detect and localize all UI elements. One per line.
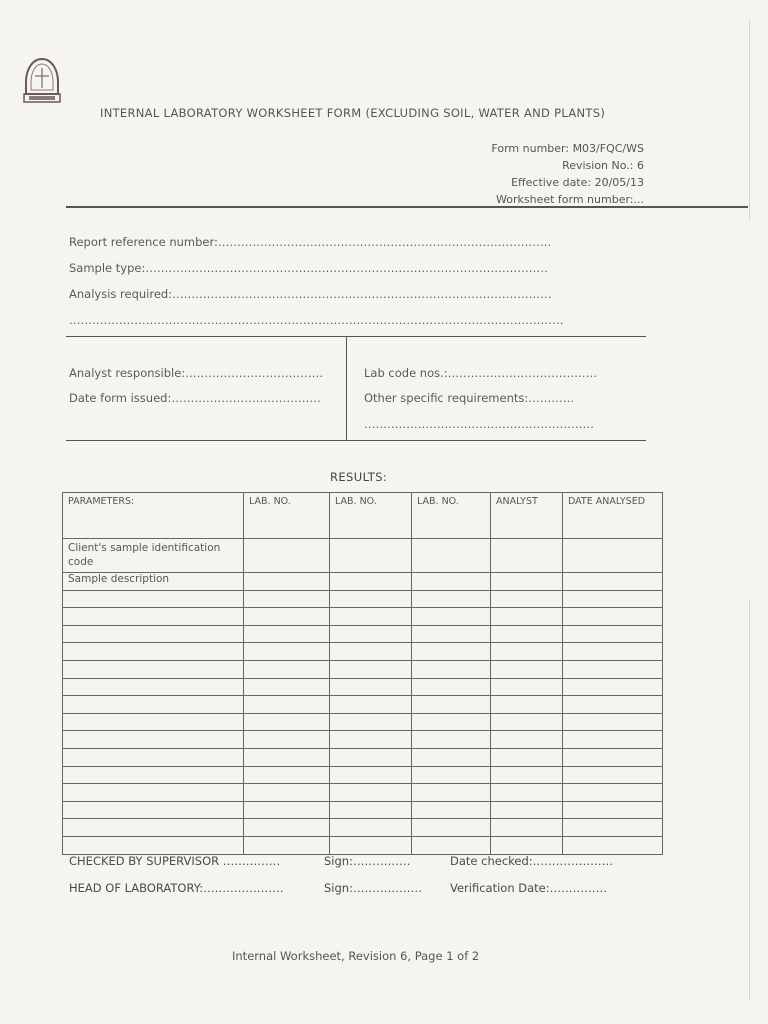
table-row [63,713,663,731]
head-of-laboratory-field[interactable]: HEAD OF LABORATORY:………………… [69,881,284,895]
table-cell[interactable] [412,625,491,643]
table-row [63,801,663,819]
table-row [63,573,663,591]
analyst-responsible-field[interactable]: Analyst responsible:……………………………… [69,366,324,380]
table-cell[interactable] [63,836,244,854]
sample-type-field[interactable]: Sample type:…………………………………………………………………………………………… [69,261,548,275]
page-edge-line [749,600,750,1000]
table-cell[interactable] [491,766,563,784]
table-cell[interactable] [63,625,244,643]
table-row [63,784,663,802]
revision-number: Revision No.: 6 [562,159,644,172]
table-cell[interactable] [412,731,491,749]
column-header-date-analysed: DATE ANALYSED [563,493,663,539]
table-cell[interactable] [244,784,330,802]
table-cell[interactable] [563,766,663,784]
table-cell[interactable] [63,819,244,837]
column-header-lab-no: LAB. NO. [412,493,491,539]
table-cell[interactable] [563,784,663,802]
table-cell[interactable] [330,819,412,837]
table-cell[interactable] [63,660,244,678]
table-cell[interactable] [491,801,563,819]
table-cell[interactable] [330,784,412,802]
table-cell[interactable] [330,713,412,731]
table-cell[interactable] [244,696,330,714]
form-number: Form number: M03/FQC/WS [491,142,644,155]
table-cell[interactable] [63,713,244,731]
head-sign-field[interactable]: Sign:……………… [324,881,422,895]
table-cell[interactable] [563,660,663,678]
lab-code-nos-field[interactable]: Lab code nos.:………………………………… [364,366,598,380]
table-cell[interactable] [63,801,244,819]
table-cell[interactable] [491,590,563,608]
table-cell[interactable] [330,836,412,854]
column-divider [346,337,347,441]
table-cell[interactable] [491,643,563,661]
table-row [63,625,663,643]
table-cell[interactable] [491,696,563,714]
fields-divider [66,336,646,337]
row-label-sample-description: Sample description [63,573,244,591]
table-row [63,748,663,766]
table-cell[interactable] [563,539,663,573]
results-title: RESULTS: [330,470,388,484]
other-requirements-field[interactable]: Other specific requirements:………… [364,391,575,405]
table-cell[interactable] [563,573,663,591]
table-cell[interactable] [563,713,663,731]
verification-date-field[interactable]: Verification Date:…………… [450,881,608,895]
table-cell[interactable] [412,713,491,731]
table-cell[interactable] [63,748,244,766]
table-cell[interactable] [412,696,491,714]
table-cell[interactable] [244,539,330,573]
table-cell[interactable] [563,819,663,837]
table-row [63,731,663,749]
table-cell[interactable] [330,625,412,643]
report-reference-field[interactable]: Report reference number:…………………………………………………………………………… [69,235,552,249]
table-cell[interactable] [563,731,663,749]
table-cell[interactable] [244,766,330,784]
table-cell[interactable] [63,766,244,784]
table-cell[interactable] [491,713,563,731]
table-cell[interactable] [244,678,330,696]
table-cell[interactable] [563,801,663,819]
table-cell[interactable] [244,836,330,854]
table-cell[interactable] [491,539,563,573]
date-checked-field[interactable]: Date checked:………………… [450,854,614,868]
table-row [63,819,663,837]
table-cell[interactable] [412,836,491,854]
table-cell[interactable] [330,590,412,608]
table-cell[interactable] [244,625,330,643]
table-cell[interactable] [63,678,244,696]
effective-date: Effective date: 20/05/13 [511,176,644,189]
table-cell[interactable] [330,748,412,766]
table-row [63,836,663,854]
table-cell[interactable] [563,608,663,626]
table-cell[interactable] [563,625,663,643]
table-cell[interactable] [330,608,412,626]
table-cell[interactable] [412,748,491,766]
table-cell[interactable] [63,731,244,749]
table-row [63,539,663,573]
table-cell[interactable] [412,590,491,608]
table-cell[interactable] [491,731,563,749]
table-cell[interactable] [244,801,330,819]
table-row [63,696,663,714]
table-cell[interactable] [563,836,663,854]
table-cell[interactable] [244,660,330,678]
header-divider [66,206,748,208]
table-cell[interactable] [330,696,412,714]
table-cell[interactable] [330,539,412,573]
table-cell[interactable] [412,819,491,837]
table-cell[interactable] [491,819,563,837]
analysis-required-field[interactable]: Analysis required:……………………………………………………………………………………… [69,287,552,301]
supervisor-sign-field[interactable]: Sign:…………… [324,854,411,868]
results-table [62,492,663,855]
table-row [63,766,663,784]
table-cell[interactable] [244,590,330,608]
table-cell[interactable] [412,660,491,678]
column-header-analyst: ANALYST [491,493,563,539]
table-row [63,660,663,678]
table-cell[interactable] [491,660,563,678]
table-row [63,643,663,661]
table-cell[interactable] [244,608,330,626]
other-requirements-continuation[interactable]: …………………………………………………… [364,417,594,431]
row-label-client-sample-id: Client's sample identification code [63,539,244,573]
table-cell[interactable] [63,643,244,661]
table-cell[interactable] [563,590,663,608]
table-cell[interactable] [244,819,330,837]
table-cell[interactable] [491,608,563,626]
column-header-lab-no: LAB. NO. [244,493,330,539]
table-cell[interactable] [63,608,244,626]
table-cell[interactable] [330,573,412,591]
table-cell[interactable] [244,713,330,731]
table-cell[interactable] [563,643,663,661]
analysis-required-continuation[interactable]: ………………………………………………………………………………………………………………… [69,313,564,327]
table-cell[interactable] [412,608,491,626]
table-cell[interactable] [412,643,491,661]
column-header-lab-no: LAB. NO. [330,493,412,539]
column-header-parameters: PARAMETERS: [63,493,244,539]
table-cell[interactable] [563,696,663,714]
table-row [63,590,663,608]
table-cell[interactable] [330,731,412,749]
table-cell[interactable] [491,678,563,696]
table-cell[interactable] [244,748,330,766]
form-title: INTERNAL LABORATORY WORKSHEET FORM (EXCLUDING SOIL, WATER AND PLANTS) [100,106,606,120]
table-cell[interactable] [244,573,330,591]
page-edge-line [749,20,750,220]
table-cell[interactable] [330,766,412,784]
table-cell[interactable] [491,573,563,591]
laboratory-seal-logo [20,56,64,106]
table-cell[interactable] [330,801,412,819]
table-cell[interactable] [330,643,412,661]
table-cell[interactable] [412,784,491,802]
table-cell[interactable] [412,801,491,819]
form-meta-block [491,140,644,208]
table-cell[interactable] [412,678,491,696]
table-row [63,608,663,626]
section-divider [66,440,646,441]
table-cell[interactable] [563,748,663,766]
table-cell[interactable] [244,731,330,749]
table-cell[interactable] [491,784,563,802]
table-cell[interactable] [412,539,491,573]
worksheet-form-number: Worksheet form number:... [496,193,644,206]
table-cell[interactable] [63,590,244,608]
page-footer: Internal Worksheet, Revision 6, Page 1 of 2 [232,949,480,963]
table-row [63,678,663,696]
table-cell[interactable] [244,643,330,661]
table-cell[interactable] [412,766,491,784]
table-cell[interactable] [330,678,412,696]
checked-by-supervisor-field[interactable]: CHECKED BY SUPERVISOR …………… [69,854,281,868]
table-cell[interactable] [491,836,563,854]
table-cell[interactable] [412,573,491,591]
table-cell[interactable] [63,784,244,802]
table-header-row [63,493,663,539]
table-cell[interactable] [563,678,663,696]
table-cell[interactable] [491,625,563,643]
table-cell[interactable] [491,748,563,766]
table-cell[interactable] [330,660,412,678]
date-form-issued-field[interactable]: Date form issued:………………………………… [69,391,321,405]
table-cell[interactable] [63,696,244,714]
